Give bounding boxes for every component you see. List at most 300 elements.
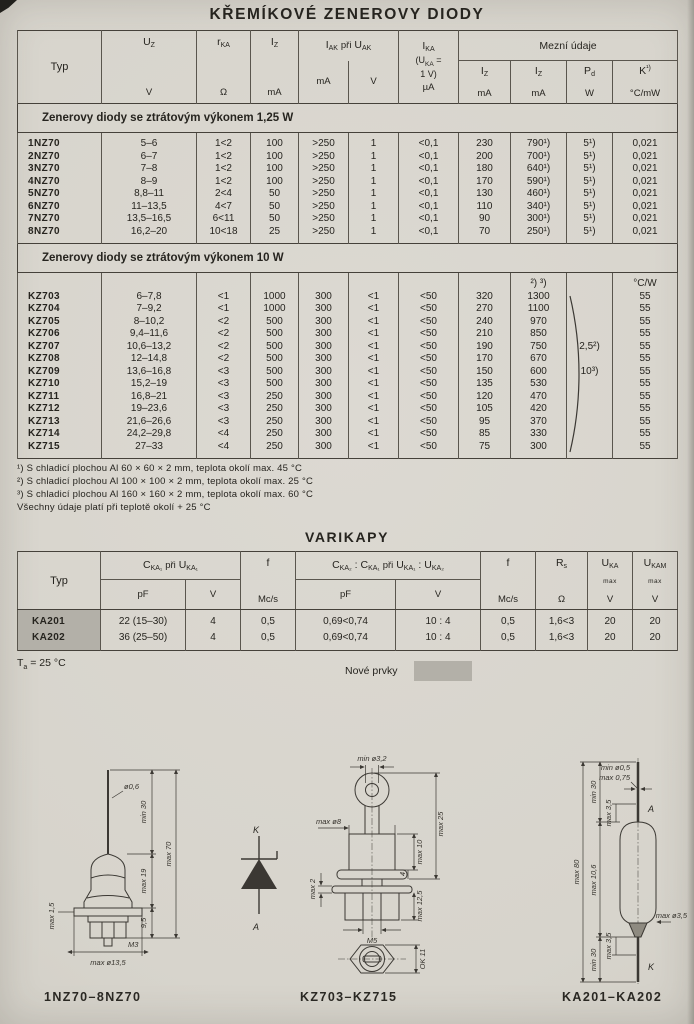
table-cell: 75 [459,441,511,459]
col-k-header: $K^{^1)}$ °C/mW [613,61,678,104]
table-cell: >250 [299,151,349,164]
table-cell: <1 [197,303,251,316]
highlight-swatch [414,661,472,681]
table-cell: 55 [613,441,678,459]
table-cell: 460¹) [511,188,567,201]
table-cell: 250 [251,403,299,416]
stud-package-outline [332,768,412,938]
table-cell: <2 [197,328,251,341]
table-cell: 1 [349,163,399,176]
table-cell: 300 [299,328,349,341]
table-cell: KZ706 [18,328,102,341]
varikapy-table [17,551,678,651]
table-cell: 850 [511,328,567,341]
table-cell: 0,021 [613,176,678,189]
table-cell: 5¹) [567,188,613,201]
table-cell: 180 [459,163,511,176]
table-cell: 500 [251,366,299,379]
table-cell: 27–33 [102,441,197,459]
table-cell: <50 [399,416,459,429]
table-cell: 300 [299,366,349,379]
table-cell: 20 [588,630,633,651]
dim-lead-top: min 30 [589,780,598,804]
zener-symbol [241,825,277,932]
table-cell: <1 [349,341,399,354]
table-cell: <1 [349,366,399,379]
anode-label: A [648,804,655,814]
col-typ-header: Typ [18,31,102,104]
col-uka-header: $U_{KA}$ max V [588,552,633,610]
col-uz-header: $U_Z$ V [102,31,197,104]
table-cell: >250 [299,213,349,226]
col-mezni-udaje-header: Mezní údaje [459,31,678,61]
table-cell: 470 [511,391,567,404]
table-cell: 8–10,2 [102,316,197,329]
caption-nz70: 1NZ70–8NZ70 [44,990,142,1004]
table-cell: 1300 [511,291,567,304]
table-cell: <0,1 [399,151,459,164]
table-cell: 500 [251,316,299,329]
table-cell: <1 [349,378,399,391]
col-ratio-pf-unit: pF [296,580,396,610]
table-cell: 135 [459,378,511,391]
table-row [18,188,678,201]
diode-body-outline [74,770,142,946]
table-cell: <1 [349,391,399,404]
dim-washer-gap: 4 [398,871,407,877]
table-cell: KZ714 [18,428,102,441]
table-cell: 19–23,6 [102,403,197,416]
table-cell: 8–9 [102,176,197,189]
table-cell: 320 [459,291,511,304]
table-cell: 55 [613,341,678,354]
table-cell: <50 [399,341,459,354]
outline-drawing-kz703 [222,752,467,987]
table-cell: 8NZ70 [18,226,102,244]
table-cell: ²) ³) [511,273,567,291]
table-cell: 700¹) [511,151,567,164]
table-cell: 10,6–13,2 [102,341,197,354]
table-cell: 105 [459,403,511,416]
col-iz-header: $I_Z$ mA [251,31,299,104]
col-iak-uak-header: $I_{AK}$ při $U_{AK}$ [299,31,399,61]
table-cell: 130 [459,188,511,201]
table-cell: KZ713 [18,416,102,429]
table-cell: 90 [459,213,511,226]
new-parts-legend [345,661,472,681]
table-cell: 50 [251,188,299,201]
table-cell [459,273,511,291]
varikapy-rows [18,610,678,651]
col-uak-unit: V [349,61,399,104]
dim-base-height: 9,5 [139,917,148,929]
table-cell: <50 [399,328,459,341]
table-cell: 55 [613,291,678,304]
table-cell: 790¹) [511,133,567,151]
table-cell: >250 [299,226,349,244]
table-cell: <1 [349,441,399,459]
table-cell: 1<2 [197,163,251,176]
table-cell: 12–14,8 [102,353,197,366]
table-cell: KZ711 [18,391,102,404]
table-cell: <1 [349,291,399,304]
table-row [18,213,678,226]
table-cell: 0,5 [241,610,296,631]
table-cell: <1 [349,303,399,316]
table-cell: <0,1 [399,133,459,151]
section-title: Zenerovy diody se ztrátovým výkonem 1,25 W [18,104,678,133]
glass-diode-outline [620,758,656,984]
table-cell: 5¹) [567,133,613,151]
varikapy-table-header [18,552,678,610]
table-cell: 210 [459,328,511,341]
table-cell: <50 [399,428,459,441]
table-cell: 1 [349,188,399,201]
table-row [18,201,678,214]
col-rka-header: $r_{KA}$ Ω [197,31,251,104]
table-cell: 55 [613,303,678,316]
col-typ-header: Typ [18,552,101,610]
table-cell: 0,69<0,74 [296,630,396,651]
table-cell: 530 [511,378,567,391]
symbol-anode-label: A [253,922,260,932]
table-cell: 1 [349,226,399,244]
table-cell: 670 [511,353,567,366]
footnote-1: ¹) S chladicí plochou Al 60 × 60 × 2 mm, teplota okolí max. 45 °C [17,463,303,474]
dim-lead-dia-max: max 0,75 [599,773,630,782]
table-cell [567,273,613,291]
table-cell: 120 [459,391,511,404]
table-cell: >250 [299,133,349,151]
table-cell: <4 [197,428,251,441]
footnote-3: ³) S chladicí plochou Al 160 × 160 × 2 mm, teplota okolí max. 60 °C [17,489,314,500]
table-cell: 13,6–16,8 [102,366,197,379]
table-cell: 5NZ70 [18,188,102,201]
table-row [18,133,678,151]
table-cell: <2 [197,316,251,329]
table-row [18,226,678,244]
col-cka1-unit: pF [101,580,186,610]
col-ratio-v-unit: V [396,580,481,610]
table-cell [18,273,102,291]
table-cell: <1 [349,416,399,429]
table-cell: 55 [613,328,678,341]
table-row [18,151,678,164]
dim-thread: M3 [128,940,139,949]
table-cell: 300 [299,428,349,441]
table-cell: 15,2–19 [102,378,197,391]
table-cell: <50 [399,353,459,366]
table-cell: 240 [459,316,511,329]
table-cell: 7–9,2 [102,303,197,316]
table-cell [251,273,299,291]
table-cell: 3NZ70 [18,163,102,176]
table-cell: 500 [251,328,299,341]
table-cell: <50 [399,366,459,379]
zener-rows-125w [18,133,678,244]
col-uka1-unit: V [186,580,241,610]
table-cell: KZ709 [18,366,102,379]
table-cell: 7NZ70 [18,213,102,226]
table-cell: <50 [399,391,459,404]
table-cell: <1 [349,328,399,341]
table-cell: KZ707 [18,341,102,354]
table-row [18,163,678,176]
dim-across-flats: OK 11 [418,948,427,970]
table-cell: 1<2 [197,133,251,151]
table-cell: 300¹) [511,213,567,226]
col-ukam-header: $U_{KAM}$ max V [633,552,678,610]
dim-wire-diameter: ø0,6 [124,782,140,791]
table-cell: 1 [349,151,399,164]
dim-gap-top: max 3,5 [604,799,613,827]
table-cell: <2 [197,341,251,354]
table-cell: 170 [459,176,511,189]
table-cell: 2NZ70 [18,151,102,164]
table-cell: 4 [186,610,241,631]
col-cka1-group-header: $C_{KA_1}$ při $U_{KA_1}$ [101,552,241,580]
table-cell: 420 [511,403,567,416]
table-cell: 55 [613,391,678,404]
table-cell: <1 [349,316,399,329]
table-cell: <0,1 [399,163,459,176]
table-cell: 250 [251,416,299,429]
table-cell: 95 [459,416,511,429]
table-cell: KZ704 [18,303,102,316]
table-cell: 85 [459,428,511,441]
col-rs-header: $R_s$ Ω [536,552,588,610]
table-row [18,610,678,631]
table-cell: 0,021 [613,226,678,244]
table-cell: 150 [459,366,511,379]
table-cell: 110 [459,201,511,214]
table-cell: 250 [251,428,299,441]
varikapy-title: VARIKAPY [304,529,390,545]
table-cell: 2<4 [197,188,251,201]
table-cell: <0,1 [399,226,459,244]
table-cell: <4 [197,441,251,459]
table-cell: 300 [299,403,349,416]
table-cell: 1 [349,213,399,226]
table-cell: 25 [251,226,299,244]
table-cell: 55 [613,428,678,441]
table-cell: 300 [299,441,349,459]
table-cell: KZ710 [18,378,102,391]
table-cell: >250 [299,201,349,214]
table-cell: 300 [299,291,349,304]
table-cell: 10 : 4 [396,630,481,651]
table-cell: 1000 [251,303,299,316]
table-cell [299,273,349,291]
table-cell: 50 [251,201,299,214]
table-cell: 230 [459,133,511,151]
table-cell: 0,021 [613,201,678,214]
table-cell: 36 (25–50) [101,630,186,651]
table-cell: <0,1 [399,176,459,189]
table-row [18,630,678,651]
table-cell: 970 [511,316,567,329]
table-cell: KA201 [18,610,101,631]
dim-overall-max: max 80 [572,859,581,885]
table-cell: 50 [251,213,299,226]
table-cell: <1 [349,403,399,416]
table-cell: <3 [197,378,251,391]
col-f2-header: f Mc/s [481,552,536,610]
symbol-cathode-label: K [253,825,260,835]
footnotes [17,462,313,514]
table-cell: 2,5²) [567,341,613,354]
table-cell: 1NZ70 [18,133,102,151]
table-cell: 1<2 [197,176,251,189]
table-cell: 1 [349,176,399,189]
dim-overall-max: max 70 [164,841,173,867]
table-cell: <3 [197,391,251,404]
dim-body-max: max 19 [139,868,148,894]
dim-body-diameter: max ø3,5 [655,911,687,920]
footnote-general: Všechny údaje platí při teplotě okolí + 25 °C [17,502,211,513]
table-cell: 5¹) [567,201,613,214]
table-cell: 5¹) [567,213,613,226]
table-cell: 55 [613,316,678,329]
table-cell: 0,021 [613,213,678,226]
table-cell [399,273,459,291]
table-cell: 190 [459,341,511,354]
table-cell: 20 [633,610,678,631]
cathode-label: K [648,962,655,972]
table-cell: °C/W [613,273,678,291]
dim-flange-thickness: max 1,5 [47,902,56,930]
table-cell: 250 [251,391,299,404]
section-band-10w [18,244,678,273]
table-cell: 0,5 [481,610,536,631]
table-cell: 270 [459,303,511,316]
table-cell: 4NZ70 [18,176,102,189]
table-cell: KZ703 [18,291,102,304]
table-cell: 300 [299,353,349,366]
table-cell: KZ708 [18,353,102,366]
table-cell: 340¹) [511,201,567,214]
legend-label: Nové prvky [345,665,398,677]
table-cell: 5¹) [567,163,613,176]
table-cell: <1 [197,291,251,304]
table-cell: <50 [399,378,459,391]
dim-lead-dia-min: min ø0,5 [600,763,630,772]
table-cell: 590¹) [511,176,567,189]
table-cell: <50 [399,316,459,329]
col-ika-header: $I_{KA}$ ($U_{KA}$ = 1 V) µA [399,31,459,104]
table-cell: <50 [399,403,459,416]
table-cell: 6–7 [102,151,197,164]
table-cell: 55 [613,416,678,429]
table-cell: 5¹) [567,176,613,189]
col-ratio-group-header: $C_{KA_2}$ : $C_{KA_1}$ při $U_{KA_1}$ : $U_{KA_2}$ [296,552,481,580]
table-cell: KZ712 [18,403,102,416]
table-cell: 8,8–11 [102,188,197,201]
table-cell: 55 [613,353,678,366]
table-cell: 16,8–21 [102,391,197,404]
table-cell: 300 [511,441,567,459]
table-cell: >250 [299,176,349,189]
table-row [18,273,678,291]
table-cell: 5¹) [567,226,613,244]
table-cell: >250 [299,188,349,201]
caption-kz703: KZ703–KZ715 [300,990,398,1004]
table-cell: <50 [399,441,459,459]
dim-base-diameter: max ø13,5 [90,958,126,967]
caption-ka201: KA201–KA202 [562,990,663,1004]
table-cell: 16,2–20 [102,226,197,244]
table-cell: 500 [251,353,299,366]
table-cell: 1<2 [197,151,251,164]
table-cell: 170 [459,353,511,366]
table-cell: 55 [613,378,678,391]
table-cell: 100 [251,151,299,164]
pd-group-brace [567,294,581,454]
table-cell: 370 [511,416,567,429]
table-cell: 22 (15–30) [101,610,186,631]
col-iak-unit: mA [299,61,349,104]
col-pd-header: $P_d$ W [567,61,613,104]
table-cell: 10 : 4 [396,610,481,631]
table-cell: <3 [197,416,251,429]
table-cell: 6<11 [197,213,251,226]
col-f1-header: f Mc/s [241,552,296,610]
dim-body-diameter: max ø8 [316,817,342,826]
table-cell: 100 [251,133,299,151]
table-cell: 300 [299,416,349,429]
table-cell: 1 [349,133,399,151]
dim-flange-thickness: max 2 [308,878,317,900]
col-mezni-iz2-header: $I_Z$ mA [511,61,567,104]
table-cell: 500 [251,378,299,391]
table-cell: 10³) [567,366,613,379]
table-cell: <3 [197,403,251,416]
table-cell: 7–8 [102,163,197,176]
table-cell: 500 [251,341,299,354]
table-cell: 600 [511,366,567,379]
table-cell: 1 [349,201,399,214]
dimension-lines [58,770,180,956]
table-cell: 300 [299,303,349,316]
table-cell: <1 [349,428,399,441]
table-cell: 70 [459,226,511,244]
table-cell: 300 [299,378,349,391]
table-cell: 4 [186,630,241,651]
table-cell: 55 [613,403,678,416]
zener-table-header [18,31,678,104]
table-cell: 20 [588,610,633,631]
table-cell: <1 [349,353,399,366]
table-cell: 5–6 [102,133,197,151]
table-cell: 4<7 [197,201,251,214]
table-cell: 1100 [511,303,567,316]
page-title: KŘEMÍKOVÉ ZENEROVY DIODY [209,6,485,23]
table-cell: 55 [613,366,678,379]
table-cell: 24,2–29,8 [102,428,197,441]
table-cell: KZ705 [18,316,102,329]
table-cell: 330 [511,428,567,441]
table-cell: 100 [251,176,299,189]
table-cell: 640¹) [511,163,567,176]
table-cell: 20 [633,630,678,651]
table-cell: <3 [197,366,251,379]
table-cell: 1000 [251,291,299,304]
dim-lead-min: min 30 [139,800,148,824]
table-cell: <0,1 [399,201,459,214]
dim-body-height: max 10 [415,839,424,865]
table-cell: >250 [299,163,349,176]
table-cell: 100 [251,163,299,176]
